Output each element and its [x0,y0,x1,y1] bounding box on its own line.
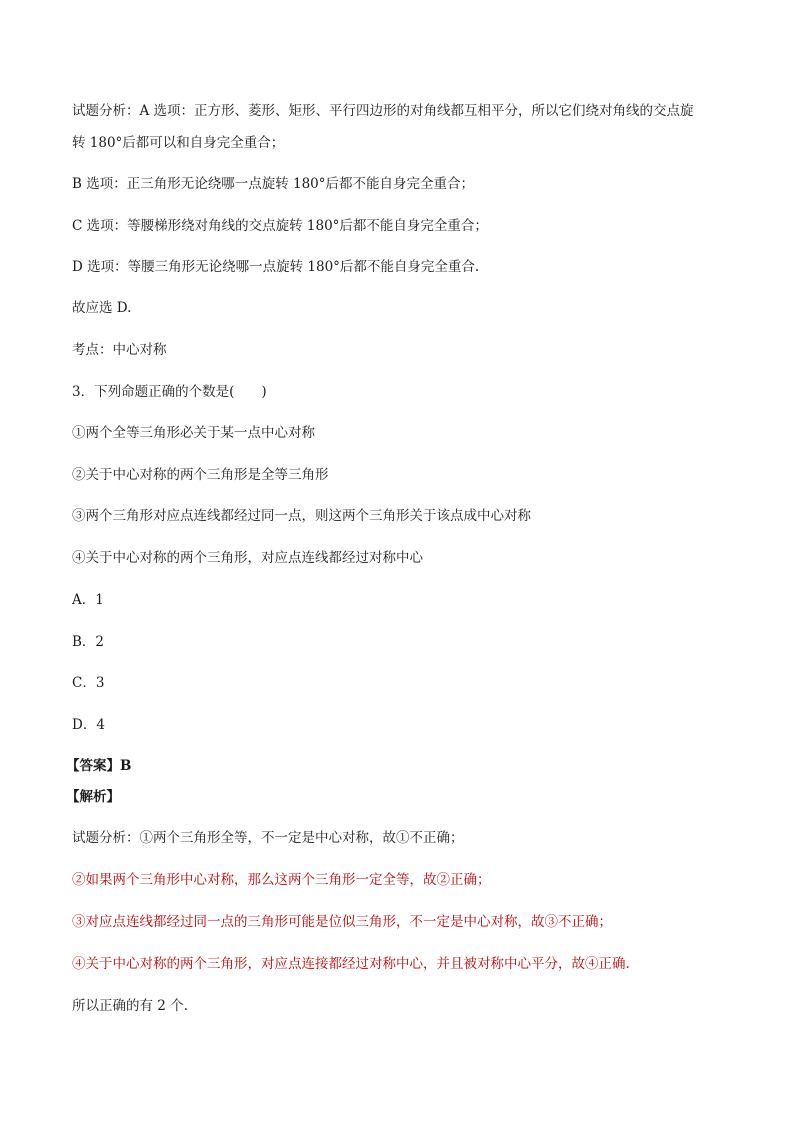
option-c: C．3 [72,675,105,691]
statement-1: ①两个全等三角形必关于某一点中心对称 [72,425,315,441]
option-d: D．4 [72,717,105,733]
answer-choice-line: 故应选 D. [72,300,132,316]
knowledge-point: 考点：中心对称 [72,342,167,358]
explanation-4: ④关于中心对称的两个三角形，对应点连接都经过对称中心，并且被对称中心平分，故④正确. [72,956,630,972]
analysis-line-c: C 选项：等腰梯形绕对角线的交点旋转 180°后都不能自身完全重合； [72,218,488,234]
statement-2: ②关于中心对称的两个三角形是全等三角形 [72,467,329,483]
explanation-3: ③对应点连线都经过同一点的三角形可能是位似三角形，不一定是中心对称，故③不正确； [72,914,612,930]
explanation-1: 试题分析：①两个三角形全等，不一定是中心对称，故①不正确； [72,830,464,846]
analysis-line-b: B 选项：正三角形无论绕哪一点旋转 180°后都不能自身完全重合； [72,176,475,192]
analysis-line-a-part2: 转 180°后都可以和自身完全重合； [72,135,285,151]
analysis-label: 【解析】 [66,789,120,805]
answer-label: 【答案】B [66,758,132,774]
statement-4: ④关于中心对称的两个三角形，对应点连线都经过对称中心 [72,550,423,566]
conclusion: 所以正确的有 2 个. [72,998,188,1014]
option-b: B．2 [72,634,105,650]
analysis-line-a-part1: 试题分析：A 选项：正方形、菱形、矩形、平行四边形的对角线都互相平分，所以它们绕对角线的交点旋 [72,103,694,119]
option-a: A．1 [72,592,104,608]
explanation-2: ②如果两个三角形中心对称，那么这两个三角形一定全等，故②正确； [72,872,491,888]
analysis-line-d: D 选项：等腰三角形无论绕哪一点旋转 180°后都不能自身完全重合. [72,259,480,275]
question-3-stem: 3．下列命题正确的个数是( ) [72,384,267,400]
statement-3: ③两个三角形对应点连线都经过同一点，则这两个三角形关于该点成中心对称 [72,508,531,524]
